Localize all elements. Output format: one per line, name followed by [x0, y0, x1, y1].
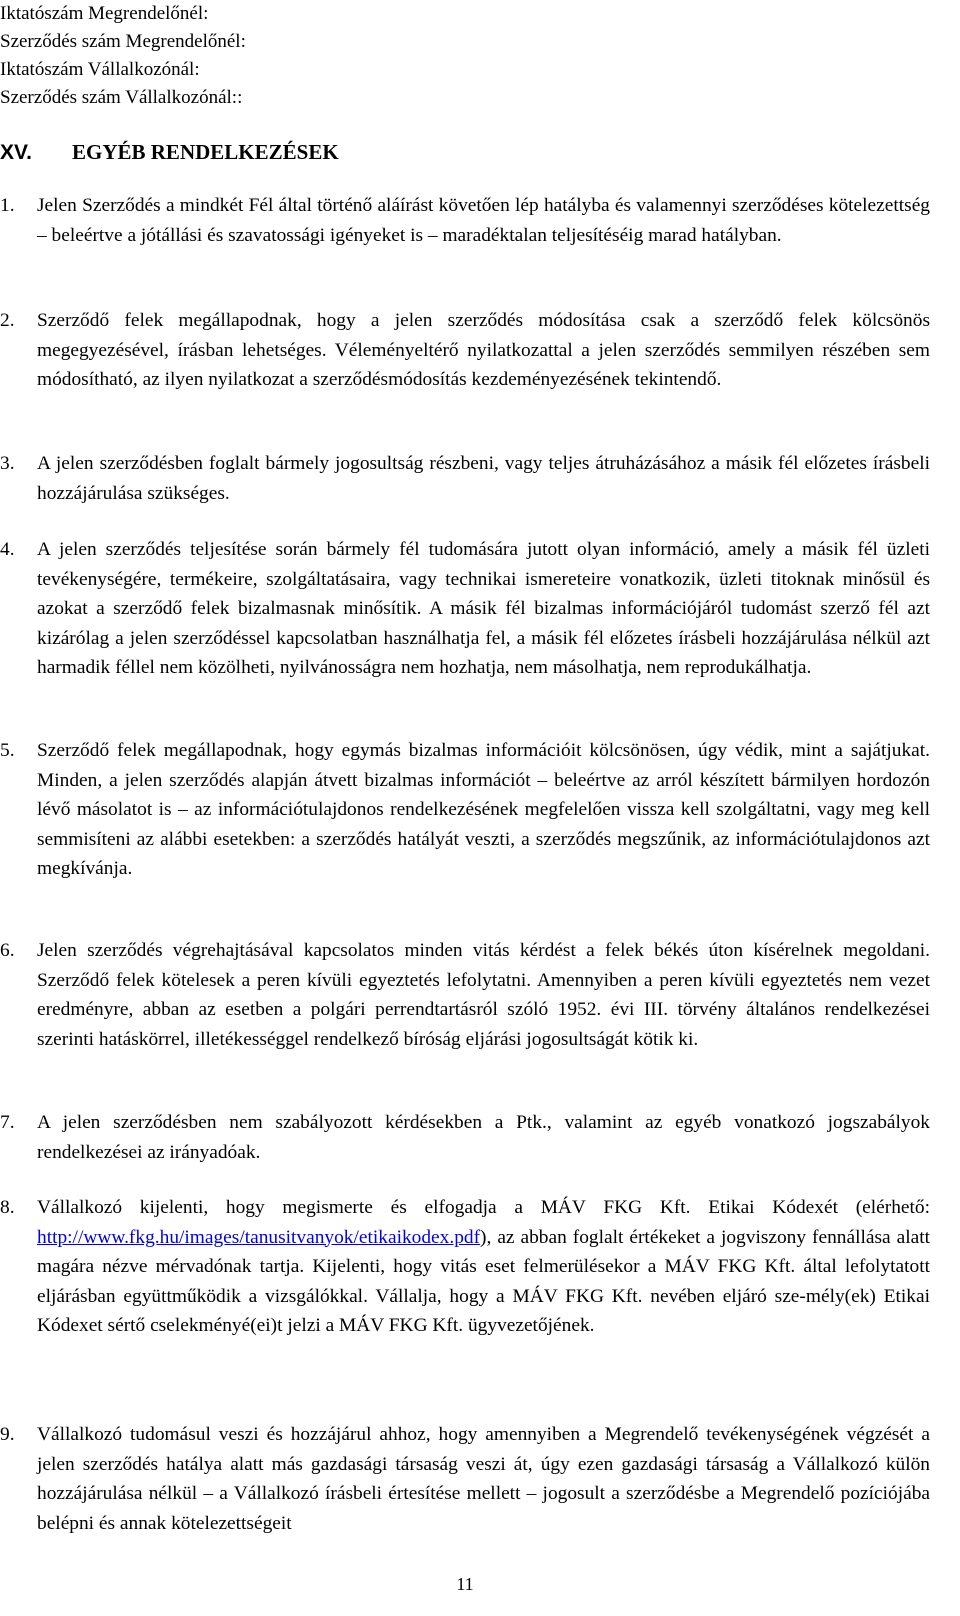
paragraph-4	[0, 535, 930, 683]
paragraph-number: 4.	[0, 539, 15, 560]
paragraph-text-after-link: ), az abban foglalt értékeket a jogviszony fennállása alatt magára nézve mérvadónak tartja. Kijelenti, hogy vitás eset felmerülésekor a MÁV FKG Kft. által lefolytatott eljárásban együttműködik a vizsgálókkal. Vállalja, hogy a MÁV FKG Kft. nevében eljáró sze-mély(ek) Etikai Kódexet sértő cselekményé(ei)t jelzi a MÁV FKG Kft. ügyvezetőjének.	[37, 1226, 930, 1336]
paragraph-text-before-link: Vállalkozó kijelenti, hogy megismerte és elfogadja a MÁV FKG Kft. Etikai Kódexét (elérhető:	[37, 1197, 930, 1218]
paragraph-text: Szerződő felek megállapodnak, hogy a jelen szerződés módosítása csak a szerződő felek kölcsönös megegyezésével, írásban lehetséges. Véleményeltérő nyilatkozattal a jelen szerződés semmilyen részében sem módosítható, az ilyen nyilatkozat a szerződésmódosítás kezdeményezésének tekintendő.	[37, 310, 930, 390]
paragraph-number: 5.	[0, 740, 15, 761]
paragraph-text: Jelen szerződés végrehajtásával kapcsolatos minden vitás kérdést a felek békés úton kísérelnek megoldani. Szerződő felek kötelesek a peren kívüli egyeztetés lefolytatni. Amennyiben a peren kívüli egyeztetés nem vezet eredményre, abban az esetben a polgári perrendtartásról szóló 1952. évi III. törvény általános rendelkezései szerinti hatáskörrel, illetékességgel rendelkező bíróság eljárási jogosultságát kötik ki.	[37, 940, 930, 1050]
paragraph-number: 8.	[0, 1197, 15, 1218]
paragraph-text: A jelen szerződés teljesítése során bármely fél tudomására jutott olyan információ, amely a másik fél üzleti tevékenységére, termékeire, szolgáltatásaira, vagy technikai ismereteire vonatkozik, üzleti titoknak minősül és azokat a szerződő felek bizalmasnak minősítik. A másik fél bizalmas információjáról tudomást szerző fél azt kizárólag a jelen szerződéssel kapcsolatban használhatja fel, a másik fél előzetes írásbeli hozzájárulása nélkül azt harmadik féllel nem közölheti, nyilvánosságra nem hozhatja, nem másolhatja, nem reprodukálhatja.	[37, 539, 930, 678]
section-number: XV.	[0, 141, 32, 164]
paragraph-5	[0, 736, 930, 884]
paragraph-text	[37, 1193, 930, 1341]
paragraph-number: 1.	[0, 195, 15, 216]
paragraph-number: 3.	[0, 453, 15, 474]
paragraph-text: Szerződő felek megállapodnak, hogy egymás bizalmas információit kölcsönösen, úgy védik, mint a sajátjukat. Minden, a jelen szerződés alapján átvett bizalmas információt – beleértve az arról készített bármilyen hordozón lévő másolatot is – az információtulajdonos rendelkezésének megfelelően vissza kell szolgáltatni, vagy meg kell semmisíteni az alábbi esetekben: a szerződés hatályát veszti, a szerződés megszűnik, az információtulajdonos azt megkívánja.	[37, 740, 930, 879]
paragraph-6	[0, 936, 930, 1054]
paragraph-number: 2.	[0, 310, 15, 331]
section-title: EGYÉB RENDELKEZÉSEK	[72, 140, 339, 164]
paragraph-number: 9.	[0, 1424, 15, 1445]
section-heading	[0, 140, 339, 165]
paragraph-text: Vállalkozó tudomásul veszi és hozzájárul ahhoz, hogy amennyiben a Megrendelő tevékenységének végzését a jelen szerződés hatálya alatt más gazdasági társaság veszi át, úgy ezen gazdasági társaság a Vállalkozó külön hozzájárulása nélkül – a Vállalkozó írásbeli értesítése mellett – jogosult a szerződésbe a Megrendelő pozíciójába belépni és annak kötelezettségeit	[37, 1424, 930, 1534]
paragraph-7	[0, 1108, 930, 1167]
paragraph-number: 6.	[0, 940, 15, 961]
header-line-contractor-registration: Iktatószám Vállalkozónál:	[0, 59, 200, 80]
paragraph-9	[0, 1420, 930, 1538]
paragraph-number: 7.	[0, 1112, 15, 1133]
ethics-code-link[interactable]: http://www.fkg.hu/images/tanusitvanyok/etikaikodex.pdf	[37, 1226, 481, 1248]
page-number: 11	[456, 1574, 474, 1594]
header-line-contractor-contract: Szerződés szám Vállalkozónál::	[0, 87, 243, 108]
paragraph-text: A jelen szerződésben foglalt bármely jogosultság részbeni, vagy teljes átruházásához a másik fél előzetes írásbeli hozzájárulása szükséges.	[37, 453, 930, 504]
paragraph-3	[0, 449, 930, 508]
paragraph-text: Jelen Szerződés a mindkét Fél által történő aláírást követően lép hatályba és valamennyi szerződéses kötelezettség – beleértve a jótállási és szavatossági igényeket is – maradéktalan teljesítéséig marad hatályban.	[37, 195, 930, 246]
header-line-client-contract: Szerződés szám Megrendelőnél:	[0, 31, 246, 52]
paragraph-text: A jelen szerződésben nem szabályozott kérdésekben a Ptk., valamint az egyéb vonatkozó jogszabályok rendelkezései az irányadóak.	[37, 1112, 930, 1163]
registration-header	[0, 0, 246, 112]
paragraph-2	[0, 306, 930, 395]
header-line-client-registration: Iktatószám Megrendelőnél:	[0, 3, 209, 24]
paragraph-1	[0, 191, 930, 250]
paragraph-8	[0, 1193, 930, 1341]
